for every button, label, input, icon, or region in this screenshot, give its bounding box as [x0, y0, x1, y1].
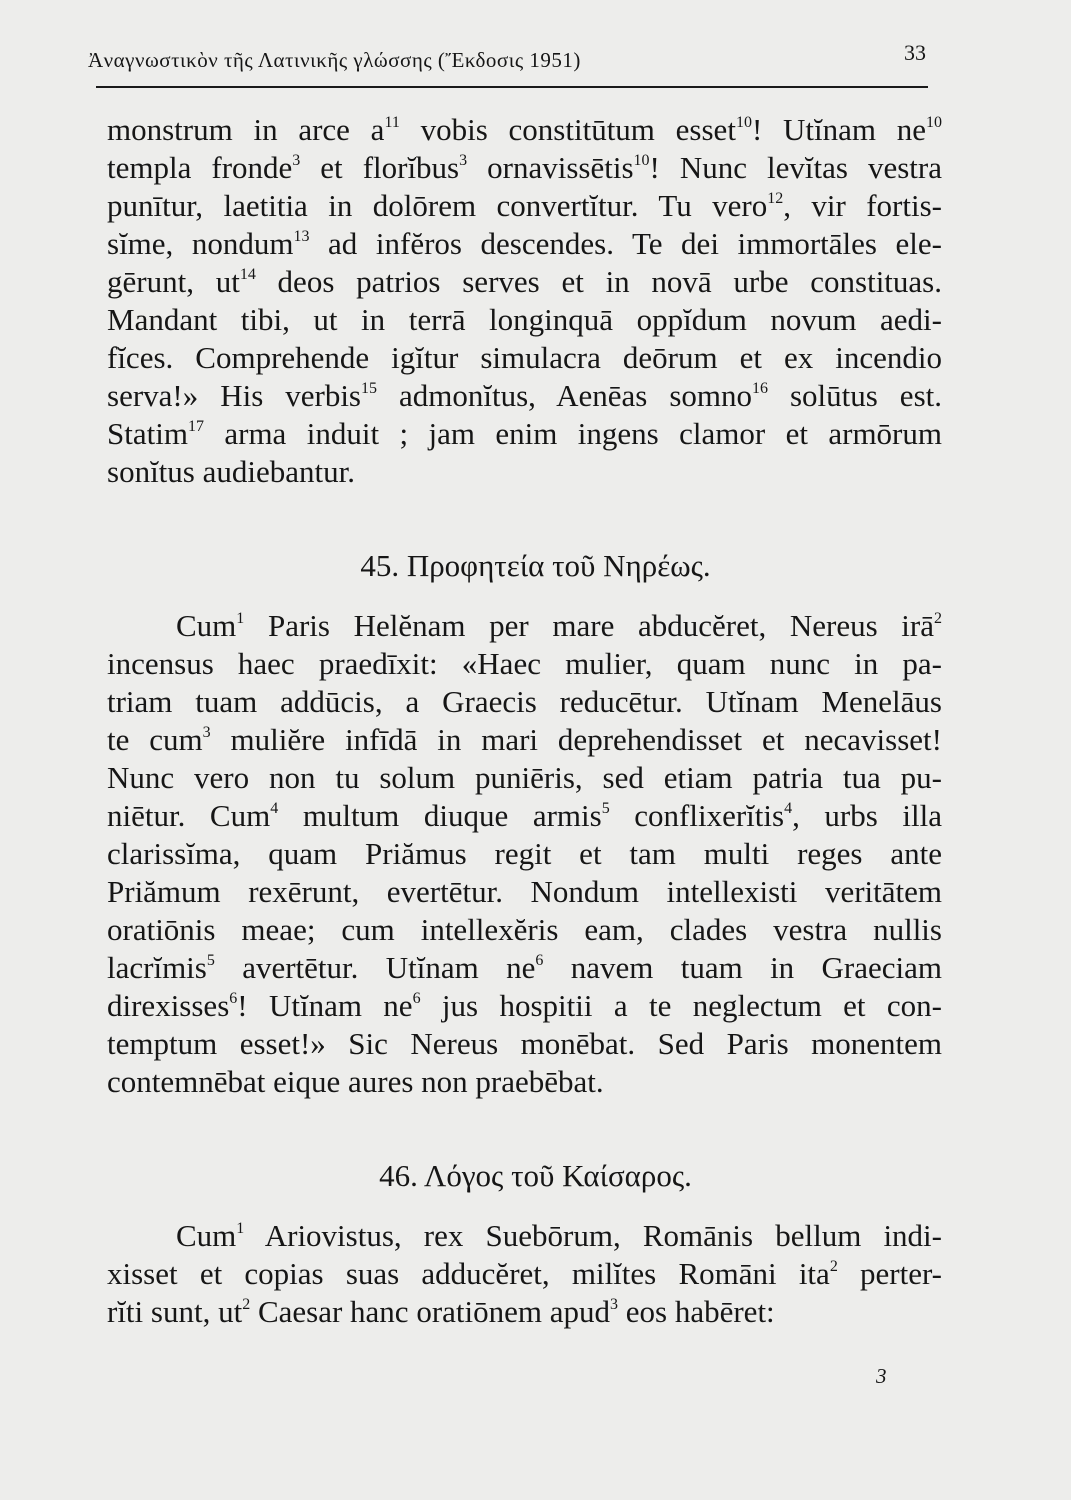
text-run: monstrum in arce a — [107, 112, 385, 147]
text-run: Cum — [176, 608, 237, 643]
text-run: serva!» His verbis — [107, 378, 361, 413]
text-run: admonĭtus, Aenēas somno — [377, 378, 753, 413]
footnote-marker: 3 — [292, 152, 301, 170]
text-run: eos habēret: — [618, 1294, 775, 1329]
text-run: fĭces. Comprehende igĭtur simulacra deōrum et ex incendio — [107, 340, 942, 375]
text-run: deos patrios serves et in novā urbe constituas. — [255, 264, 942, 299]
text-line — [107, 722, 942, 758]
footnote-marker: 5 — [601, 800, 610, 818]
text-run: ! Nunc levĭtas vestra — [649, 150, 942, 185]
text-line — [107, 950, 942, 986]
text-line — [107, 1026, 942, 1062]
text-run: Paris Helĕnam per mare abducĕret, Nereus irā — [244, 608, 934, 643]
text-line — [107, 798, 942, 834]
text-run: Ariovistus, rex Suebōrum, Romānis bellum indi- — [244, 1218, 942, 1253]
footnote-marker: 2 — [242, 1296, 251, 1314]
section-title-46: 46. Λόγος τοῦ Καίσαρος. — [379, 1158, 692, 1193]
text-run: ornavissētis — [467, 150, 634, 185]
text-run: contemnēbat eique aures non praebēbat. — [107, 1064, 604, 1099]
footnote-marker: 17 — [187, 418, 204, 436]
text-run: niētur. Cum — [107, 798, 271, 833]
text-run: temptum esset!» Sic Nereus monēbat. Sed Paris monentem — [107, 1026, 942, 1061]
text-line — [107, 1256, 942, 1292]
text-run: conflixerĭtis — [609, 798, 785, 833]
text-run: sĭme, nondum — [107, 226, 294, 261]
header-rule — [96, 86, 928, 88]
text-run: oratiōnis meae; cum intellexĕris eam, clades vestra nullis — [107, 912, 942, 947]
text-run: clarissĭma, quam Priămus regit et tam multi reges ante — [107, 836, 942, 871]
text-line — [107, 264, 942, 300]
text-run: et florĭbus — [300, 150, 460, 185]
text-run: templa fronde — [107, 150, 293, 185]
text-run: incensus haec praedīxit: «Haec mulier, quam nunc in pa- — [107, 646, 942, 681]
text-run: sonĭtus audiebantur. — [107, 454, 355, 489]
footnote-marker: 1 — [236, 610, 245, 628]
footnote-marker: 5 — [206, 952, 215, 970]
text-run: avertētur. Utĭnam ne — [214, 950, 536, 985]
text-run: te cum — [107, 722, 203, 757]
text-run: , urbs illa — [792, 798, 943, 833]
text-line — [107, 188, 942, 224]
footnote-marker: 11 — [384, 114, 400, 132]
footnote-marker: 4 — [784, 800, 793, 818]
text-line — [107, 226, 942, 262]
text-line — [107, 1064, 942, 1100]
text-line — [107, 340, 942, 376]
text-run: vobis constitūtum esset — [399, 112, 736, 147]
footnote-marker: 3 — [202, 724, 211, 742]
header-title: Ἀναγνωστικὸν τῆς Λατινικῆς γλώσσης (Ἔκδοσις 1951) — [88, 48, 581, 72]
text-run: rĭti sunt, ut — [107, 1294, 243, 1329]
text-line — [107, 302, 942, 338]
text-line — [107, 912, 942, 948]
text-run: triam tuam addūcis, a Graecis reducētur. Utĭnam Menelāus — [107, 684, 942, 719]
footnote-marker: 6 — [412, 990, 421, 1008]
text-line — [107, 988, 942, 1024]
footnote-marker: 12 — [767, 190, 784, 208]
text-line — [107, 454, 942, 490]
text-run: Priămum rexērunt, evertētur. Nondum intellexisti veritātem — [107, 874, 942, 909]
text-run: gērunt, ut — [107, 264, 240, 299]
text-line — [176, 1218, 942, 1254]
footnote-marker: 4 — [270, 800, 279, 818]
footnote-marker: 3 — [459, 152, 468, 170]
text-run: direxisses — [107, 988, 230, 1023]
footnote-marker: 10 — [926, 114, 943, 132]
text-run: perter- — [837, 1256, 943, 1291]
text-run: ! Utĭnam ne — [237, 988, 413, 1023]
text-run: Caesar hanc oratiōnem apud — [250, 1294, 611, 1329]
text-run: punītur, laetitia in dolōrem convertĭtur. Tu vero — [107, 188, 768, 223]
text-line — [107, 416, 942, 452]
text-run: ad infĕros descendes. Te dei immortāles ele- — [309, 226, 942, 261]
text-run: Mandant tibi, ut in terrā longinquā oppĭdum novum aedi- — [107, 302, 942, 337]
footnote-marker: 2 — [934, 610, 942, 628]
text-line — [107, 112, 942, 148]
page-number: 33 — [904, 40, 926, 65]
text-line — [107, 836, 942, 872]
text-run: Statim — [107, 416, 188, 451]
text-run: lacrĭmis — [107, 950, 207, 985]
footnote-marker: 3 — [610, 1296, 619, 1314]
text-line — [176, 608, 942, 644]
section-title-45: 45. Προφητεία τοῦ Νηρέως. — [360, 548, 711, 583]
footnote-marker: 14 — [239, 266, 256, 284]
footnote-marker: 2 — [829, 1258, 838, 1276]
printer-signature-mark: 3 — [876, 1364, 887, 1388]
footnote-marker: 6 — [535, 952, 544, 970]
footnote-marker: 13 — [293, 228, 310, 246]
text-run: , vir fortis- — [783, 188, 942, 223]
text-line — [107, 760, 942, 796]
text-run: xisset et copias suas adducĕret, milĭtes Romāni ita — [107, 1256, 830, 1291]
text-line — [107, 150, 942, 186]
text-run: arma induit ; jam enim ingens clamor et armōrum — [203, 416, 942, 451]
text-line — [107, 646, 942, 682]
text-run: jus hospitii a te neglectum et con- — [420, 988, 942, 1023]
running-header — [88, 40, 928, 92]
footnote-marker: 6 — [229, 990, 238, 1008]
text-line — [107, 684, 942, 720]
text-run: ! Utĭnam ne — [751, 112, 927, 147]
text-line — [107, 1294, 942, 1330]
text-run: multum diuque armis — [278, 798, 602, 833]
text-run: navem tuam in Graeciam — [543, 950, 943, 985]
footnote-marker: 10 — [633, 152, 650, 170]
text-line — [107, 378, 942, 414]
text-run: solūtus est. — [768, 378, 942, 413]
text-run: Nunc vero non tu solum puniēris, sed etiam patria tua pu- — [107, 760, 942, 795]
footnote-marker: 16 — [752, 380, 769, 398]
footnote-marker: 10 — [735, 114, 752, 132]
footnote-marker: 15 — [361, 380, 377, 398]
text-run: Cum — [176, 1218, 237, 1253]
footnote-marker: 1 — [236, 1220, 245, 1238]
text-line — [107, 874, 942, 910]
text-run: muliĕre infīdā in mari deprehendisset et necavisset! — [210, 722, 942, 757]
